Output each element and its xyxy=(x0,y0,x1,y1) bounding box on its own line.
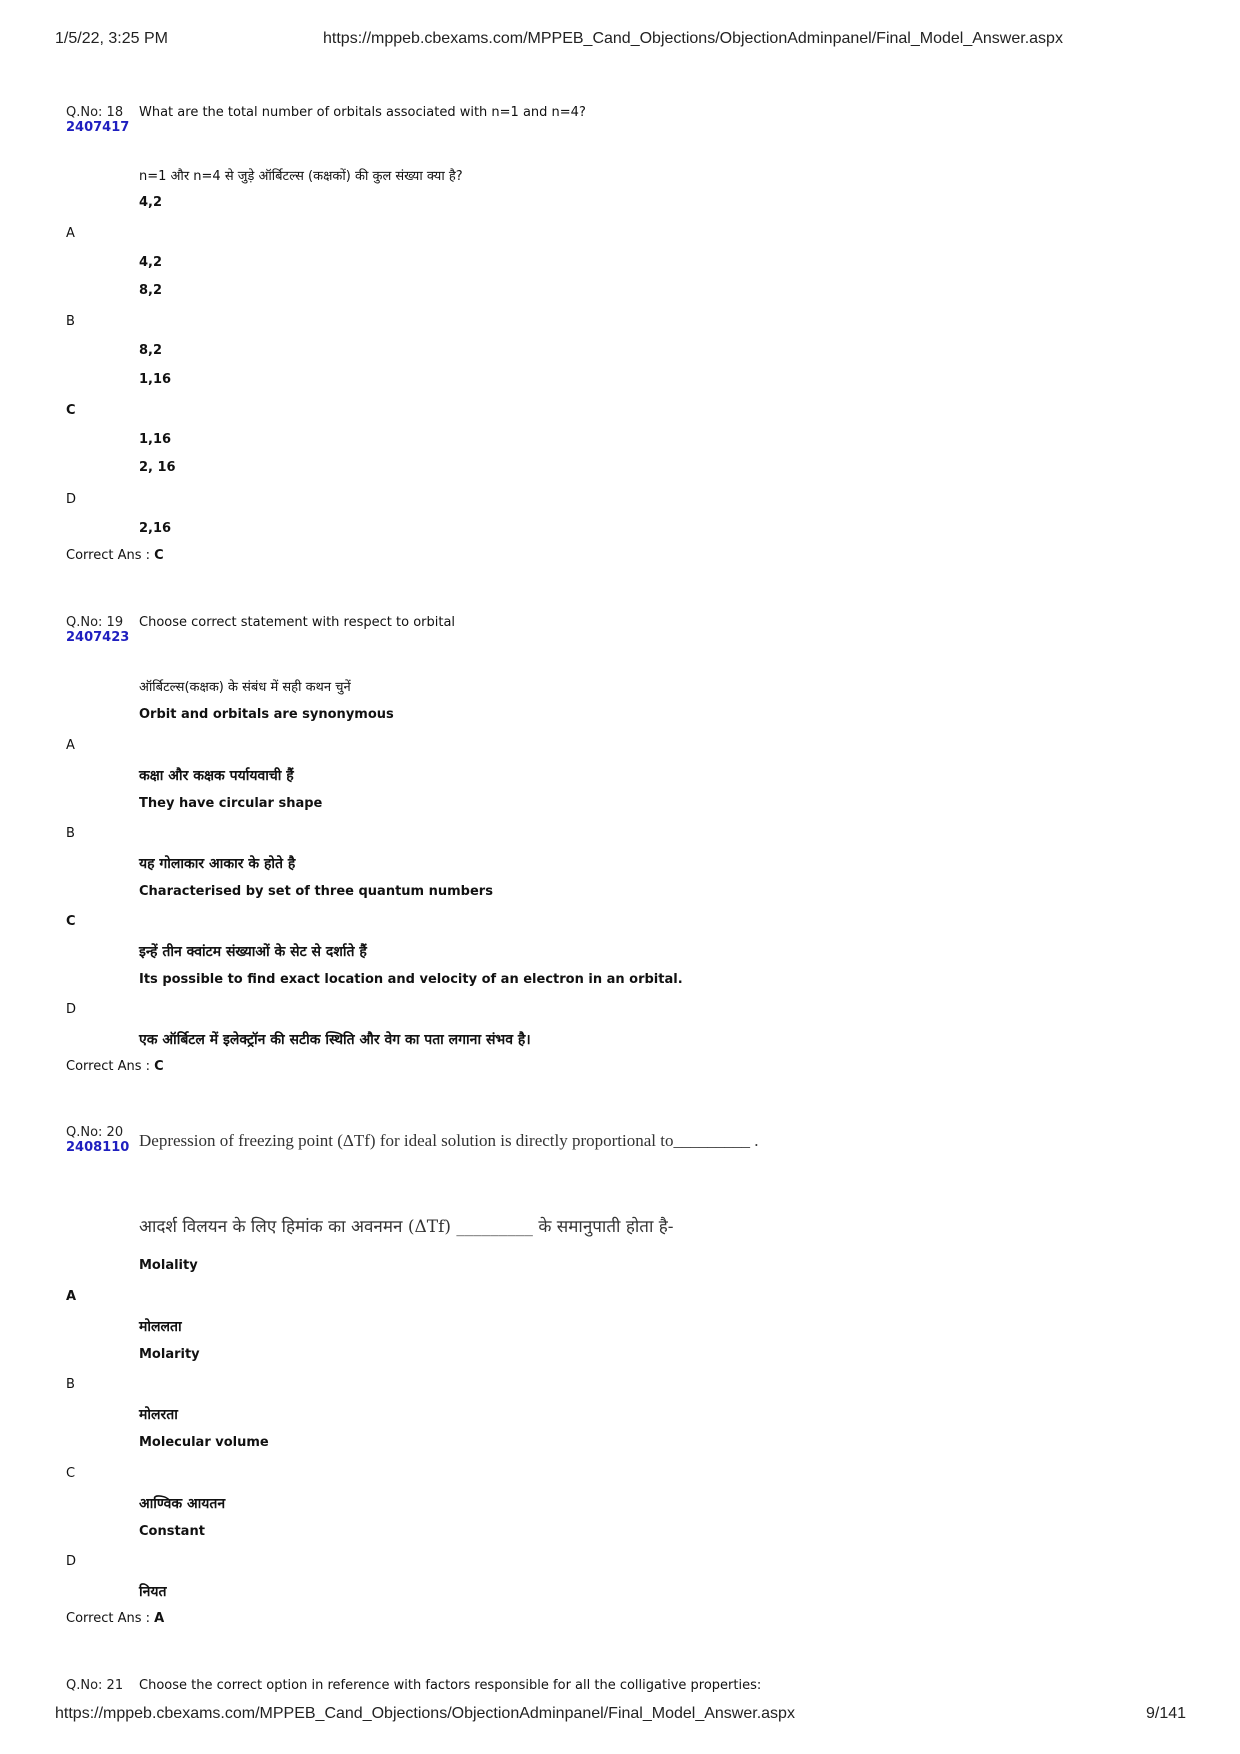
option-b-hi: मोलरता xyxy=(139,1407,178,1423)
option-c-hi: आण्विक आयतन xyxy=(139,1496,226,1512)
correct-answer-value: A xyxy=(154,1611,165,1626)
question-number-label: Q.No: 21 xyxy=(66,1678,124,1693)
correct-answer xyxy=(66,548,164,563)
option-c-hi: इन्हें तीन क्वांटम संख्याओं के सेट से दर्शाते हैं xyxy=(139,944,367,960)
question-text-en: What are the total number of orbitals associated with n=1 and n=4? xyxy=(139,105,586,120)
option-d-label: D xyxy=(66,492,77,507)
question-text-en: Choose the correct option in reference with factors responsible for all the colligative properties: xyxy=(139,1678,762,1693)
option-d-label: D xyxy=(66,1002,77,1017)
option-b-en: Molarity xyxy=(139,1347,200,1362)
question-text-hi: n=1 और n=4 से जुड़े ऑर्बिटल्स (कक्षकों) की कुल संख्या क्या है? xyxy=(139,169,463,184)
question-number-label: Q.No: 18 xyxy=(66,105,124,120)
correct-answer-label: Correct Ans : xyxy=(66,1059,150,1074)
question-number xyxy=(66,105,129,135)
option-a-hi: कक्षा और कक्षक पर्यायवाची हैं xyxy=(139,768,294,784)
option-d-hi: 2,16 xyxy=(139,521,172,536)
correct-answer-label: Correct Ans : xyxy=(66,1611,150,1626)
question-text-hi: आदर्श विलयन के लिए हिमांक का अवनमन (ΔTf) _________ के समानुपाती होता है- xyxy=(139,1217,674,1237)
option-d-hi: नियत xyxy=(139,1584,167,1600)
option-c-en: Molecular volume xyxy=(139,1435,269,1450)
print-datetime: 1/5/22, 3:25 PM xyxy=(55,30,168,47)
option-a-en: Molality xyxy=(139,1258,198,1273)
option-c-label: C xyxy=(66,403,76,418)
option-c-en: Characterised by set of three quantum numbers xyxy=(139,884,493,899)
correct-answer-value: C xyxy=(154,548,164,563)
option-d-en: Its possible to find exact location and velocity of an electron in an orbital. xyxy=(139,972,683,987)
correct-answer-label: Correct Ans : xyxy=(66,548,150,563)
correct-answer-value: C xyxy=(154,1059,164,1074)
question-id: 2408110 xyxy=(66,1140,130,1155)
option-c-en: 1,16 xyxy=(139,372,172,387)
option-a-en: Orbit and orbitals are synonymous xyxy=(139,707,394,722)
option-b-en: 8,2 xyxy=(139,283,163,298)
page-url: https://mppeb.cbexams.com/MPPEB_Cand_Objections/ObjectionAdminpanel/Final_Model_Answer.aspx xyxy=(323,30,1063,47)
option-b-label: B xyxy=(66,826,75,841)
question-number xyxy=(66,1678,123,1693)
option-d-hi: एक ऑर्बिटल में इलेक्ट्रॉन की सटीक स्थिति और वेग का पता लगाना संभव है। xyxy=(139,1032,531,1048)
question-text-hi: ऑर्बिटल्स(कक्षक) के संबंध में सही कथन चुनें xyxy=(139,680,351,695)
option-b-label: B xyxy=(66,1377,75,1392)
page-number: 9/141 xyxy=(1146,1705,1187,1722)
option-a-label: A xyxy=(66,1289,77,1304)
correct-answer xyxy=(66,1059,164,1074)
option-c-hi: 1,16 xyxy=(139,432,172,447)
question-text-en: Depression of freezing point (ΔTf) for ideal solution is directly proportional to_________ . xyxy=(139,1131,759,1150)
option-d-en: Constant xyxy=(139,1524,205,1539)
question-text-en: Choose correct statement with respect to orbital xyxy=(139,615,456,630)
question-id: 2407417 xyxy=(66,120,130,135)
question-number xyxy=(66,1125,129,1155)
option-a-label: A xyxy=(66,738,75,753)
option-c-label: C xyxy=(66,1466,76,1481)
option-a-en: 4,2 xyxy=(139,195,163,210)
option-b-hi: यह गोलाकार आकार के होते है xyxy=(139,856,296,872)
option-d-label: D xyxy=(66,1554,77,1569)
option-b-hi: 8,2 xyxy=(139,343,163,358)
option-b-label: B xyxy=(66,314,75,329)
correct-answer xyxy=(66,1611,164,1626)
option-b-en: They have circular shape xyxy=(139,796,323,811)
option-d-en: 2, 16 xyxy=(139,460,176,475)
option-a-hi: मोललता xyxy=(139,1319,182,1335)
option-c-label: C xyxy=(66,914,76,929)
option-a-hi: 4,2 xyxy=(139,255,163,270)
question-number-label: Q.No: 19 xyxy=(66,615,124,630)
question-number xyxy=(66,615,129,645)
question-number-label: Q.No: 20 xyxy=(66,1125,124,1140)
question-id: 2407423 xyxy=(66,630,130,645)
footer-url: https://mppeb.cbexams.com/MPPEB_Cand_Objections/ObjectionAdminpanel/Final_Model_Answer.aspx xyxy=(55,1705,795,1722)
option-a-label: A xyxy=(66,226,75,241)
